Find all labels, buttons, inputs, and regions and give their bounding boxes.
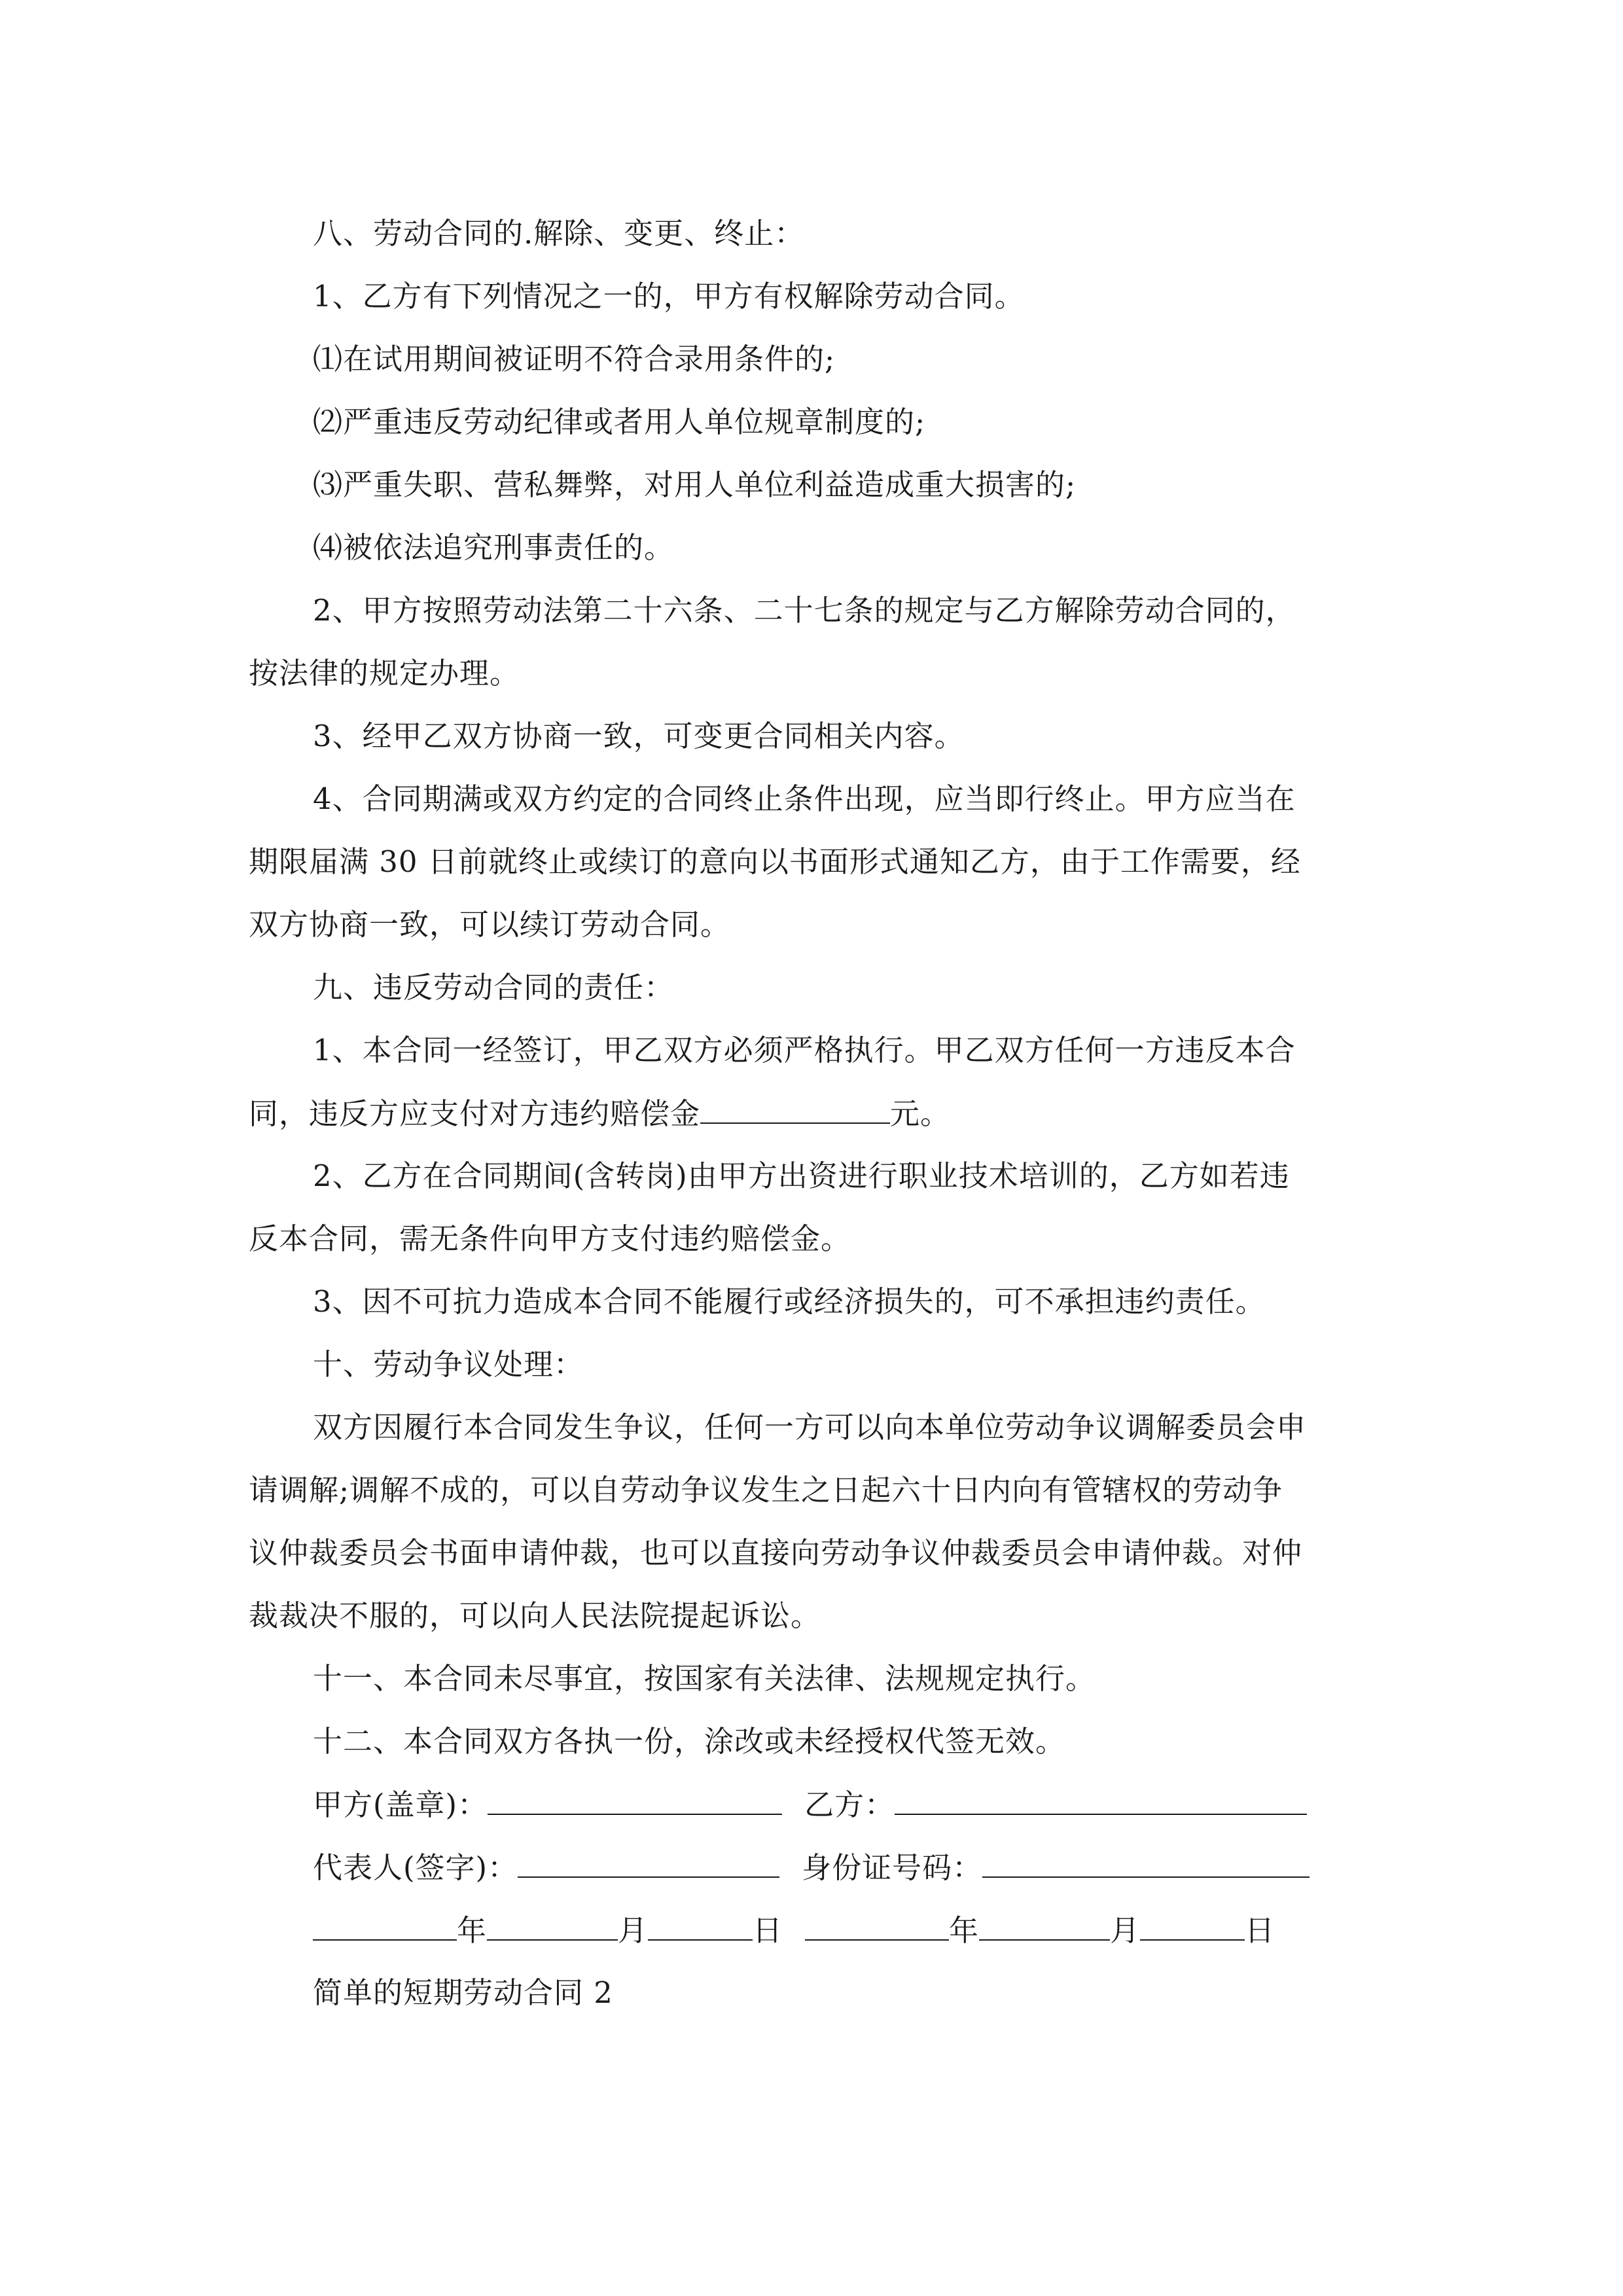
- party-b-day-field[interactable]: [1140, 1910, 1245, 1941]
- paragraph-line: 请调解;调解不成的，可以自劳动争议发生之日起六十日内向有管辖权的劳动争: [249, 1473, 1283, 1507]
- paragraph-line: 双方因履行本合同发生争议，任何一方可以向本单位劳动争议调解委员会申: [313, 1410, 1307, 1444]
- day-label: 日: [753, 1913, 783, 1948]
- section-heading: 九、违反劳动合同的责任：: [313, 970, 675, 1005]
- representative-label: 代表人(签字)：: [313, 1850, 518, 1885]
- paragraph-line: 反本合同，需无条件向甲方支付违约赔偿金。: [249, 1221, 851, 1256]
- signature-row-parties: [313, 1785, 1307, 1824]
- paragraph-line: 2、乙方在合同期间(含转岗)由甲方出资进行职业技术培训的，乙方如若违: [313, 1158, 1290, 1193]
- next-document-title: 简单的短期劳动合同 2: [313, 1975, 613, 2010]
- day-label: 日: [1245, 1913, 1275, 1948]
- party-b-label: 乙方：: [804, 1787, 895, 1822]
- list-item: ⑵严重违反劳动纪律或者用人单位规章制度的;: [313, 404, 926, 439]
- party-b-field[interactable]: [895, 1785, 1307, 1815]
- paragraph-line: [249, 1094, 950, 1133]
- paragraph-text: 元。: [890, 1096, 951, 1131]
- list-item: ⑴在试用期间被证明不符合录用条件的;: [313, 342, 836, 376]
- paragraph-line: 裁裁决不服的，可以向人民法院提起诉讼。: [249, 1598, 821, 1633]
- id-number-label: 身份证号码：: [802, 1850, 983, 1885]
- paragraph-text: 同，违反方应支付对方违约赔偿金: [249, 1096, 701, 1131]
- party-a-label: 甲方(盖章)：: [313, 1787, 488, 1822]
- year-label: 年: [457, 1913, 488, 1948]
- party-a-field[interactable]: [488, 1785, 782, 1815]
- month-label: 月: [1110, 1913, 1141, 1948]
- section-heading: 十二、本合同双方各执一份，涂改或未经授权代签无效。: [313, 1724, 1066, 1759]
- paragraph-line: 双方协商一致，可以续订劳动合同。: [249, 907, 731, 942]
- paragraph-line: 按法律的规定办理。: [249, 656, 520, 691]
- paragraph-line: 3、因不可抗力造成本合同不能履行或经济损失的，可不承担违约责任。: [313, 1284, 1266, 1319]
- amount-blank[interactable]: [700, 1094, 890, 1124]
- party-a-day-field[interactable]: [648, 1910, 753, 1941]
- signature-row-dates: [313, 1910, 1275, 1950]
- party-b-year-field[interactable]: [805, 1910, 949, 1941]
- signature-row-representative: [313, 1848, 1310, 1887]
- list-item: ⑷被依法追究刑事责任的。: [313, 530, 675, 565]
- section-heading: 十、劳动争议处理：: [313, 1347, 584, 1382]
- paragraph-line: 2、甲方按照劳动法第二十六条、二十七条的规定与乙方解除劳动合同的，: [313, 593, 1296, 628]
- party-b-month-field[interactable]: [979, 1910, 1110, 1941]
- party-a-month-field[interactable]: [487, 1910, 618, 1941]
- party-a-year-field[interactable]: [313, 1910, 457, 1941]
- section-heading: 八、劳动合同的.解除、变更、终止：: [313, 216, 805, 251]
- paragraph-line: 3、经甲乙双方协商一致，可变更合同相关内容。: [313, 719, 965, 753]
- id-number-field[interactable]: [982, 1848, 1310, 1878]
- section-heading: 十一、本合同未尽事宜，按国家有关法律、法规规定执行。: [313, 1661, 1096, 1696]
- paragraph-line: 1、乙方有下列情况之一的，甲方有权解除劳动合同。: [313, 279, 1025, 314]
- list-item: ⑶严重失职、营私舞弊，对用人单位利益造成重大损害的;: [313, 467, 1077, 502]
- paragraph-line: 1、本合同一经签订，甲乙双方必须严格执行。甲乙双方任何一方违反本合: [313, 1033, 1296, 1067]
- month-label: 月: [618, 1913, 649, 1948]
- paragraph-line: 期限届满 30 日前就终止或续订的意向以书面形式通知乙方，由于工作需要，经: [249, 844, 1301, 879]
- year-label: 年: [949, 1913, 980, 1948]
- representative-field[interactable]: [518, 1848, 779, 1878]
- paragraph-line: 议仲裁委员会书面申请仲裁，也可以直接向劳动争议仲裁委员会申请仲裁。对仲: [249, 1535, 1303, 1570]
- paragraph-line: 4、合同期满或双方约定的合同终止条件出现，应当即行终止。甲方应当在: [313, 781, 1296, 816]
